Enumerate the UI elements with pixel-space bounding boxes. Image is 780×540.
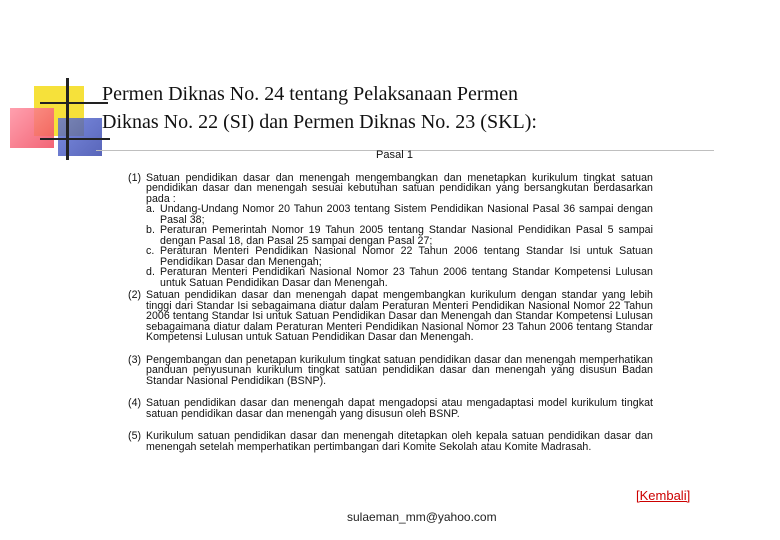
- decor-horizontal-line: [40, 102, 108, 104]
- paragraph-number: (4): [128, 397, 142, 409]
- list-item-text: Peraturan Menteri Pendidikan Nasional Nomor 23 Tahun 2006 tentang Standar Kompetensi Lulusan untuk Satuan Pendidikan Dasar dan Menengah.: [160, 266, 653, 289]
- list-item-text: Undang-Undang Nomor 20 Tahun 2003 tentang Sistem Pendidikan Nasional Pasal 36 sampai dengan Pasal 38;: [160, 203, 653, 226]
- paragraph-number: (1): [128, 171, 142, 184]
- paragraph-1: [128, 173, 653, 289]
- list-item: [146, 204, 653, 225]
- list-item-text: Peraturan Menteri Pendidikan Nasional Nomor 22 Tahun 2006 tentang Standar Isi untuk Satuan Pendidikan Dasar dan Menengah;: [160, 245, 653, 268]
- list-item-letter: d.: [146, 266, 155, 278]
- paragraph-text: Pengembangan dan penetapan kurikulum tingkat satuan pendidikan dasar dan menengah memperhatikan panduan penyusunan kurikulum tingkat satuan pendidikan dasar dan menengah yang disusun Badan Standar Nasional Pendidikan (BSNP).: [146, 353, 653, 387]
- list-item: [146, 225, 653, 246]
- document-excerpt: [128, 150, 653, 454]
- list-item-letter: c.: [146, 245, 155, 257]
- paragraph-5: [128, 431, 653, 452]
- decor-vertical-line: [66, 78, 69, 160]
- slide-title: [102, 80, 722, 136]
- list-item: [146, 246, 653, 267]
- list-item-letter: b.: [146, 224, 155, 236]
- decor-red-square: [10, 108, 54, 148]
- back-link[interactable]: [Kembali]: [636, 488, 691, 503]
- list-item-letter: a.: [146, 203, 155, 215]
- paragraph-text: Kurikulum satuan pendidikan dasar dan menengah ditetapkan oleh kepala satuan pendidikan dasar dan menengah setelah memperhatikan pertimbangan dari Komite Sekolah atau Komite Madrasah.: [146, 430, 653, 453]
- paragraph-number: (2): [128, 289, 142, 301]
- footer-email: sulaeman_mm@yahoo.com: [347, 510, 497, 524]
- paragraph-2: [128, 290, 653, 343]
- slide-title-line-1: Permen Diknas No. 24 tentang Pelaksanaan Permen: [102, 83, 519, 105]
- paragraph-4: [128, 398, 653, 419]
- document-heading: Pasal 1: [375, 149, 414, 161]
- paragraph-3: [128, 355, 653, 387]
- slide-title-line-2: Diknas No. 22 (SI) dan Permen Diknas No. 23 (SKL):: [102, 111, 537, 133]
- list-item-text: Peraturan Pemerintah Nomor 19 Tahun 2005 tentang Standar Nasional Pendidikan Pasal 5 sampai dengan Pasal 18, dan Pasal 25 sampai dengan Pasal 27;: [160, 224, 653, 247]
- paragraph-text: Satuan pendidikan dasar dan menengah dapat mengembangkan kurikulum dengan standar yang lebih tinggi dari Standar Isi sebagaimana diatur dalam Peraturan Menteri Pendidikan Nasional Nomor 22 Tahun 2006 tentang Standar Isi untuk Satuan Pendidikan Dasar dan Menengah dan Standar Kompetensi Lulusan sebagaimana diatur dalam Peraturan Menteri Pendidikan Nasional Nomor 23 Tahun 2006 tentang Standar Kompetensi Lulusan untuk Satuan Pendidikan Dasar dan Menengah.: [146, 289, 653, 343]
- paragraph-number: (5): [128, 430, 142, 442]
- paragraph-text: Satuan pendidikan dasar dan menengah mengembangkan dan menetapkan kurikulum tingkat satuan pendidikan dasar dan menengah sesuai kebutuhan satuan pendidikan yang bersangkutan berdasarkan pada :: [146, 171, 653, 205]
- list-item: [146, 267, 653, 288]
- paragraph-text: Satuan pendidikan dasar dan menengah dapat mengadopsi atau mengadaptasi model kurikulum tingkat satuan pendidikan dasar dan menengah yang disusun oleh BSNP.: [146, 397, 653, 420]
- decor-horizontal-line: [40, 138, 110, 140]
- paragraph-number: (3): [128, 353, 142, 366]
